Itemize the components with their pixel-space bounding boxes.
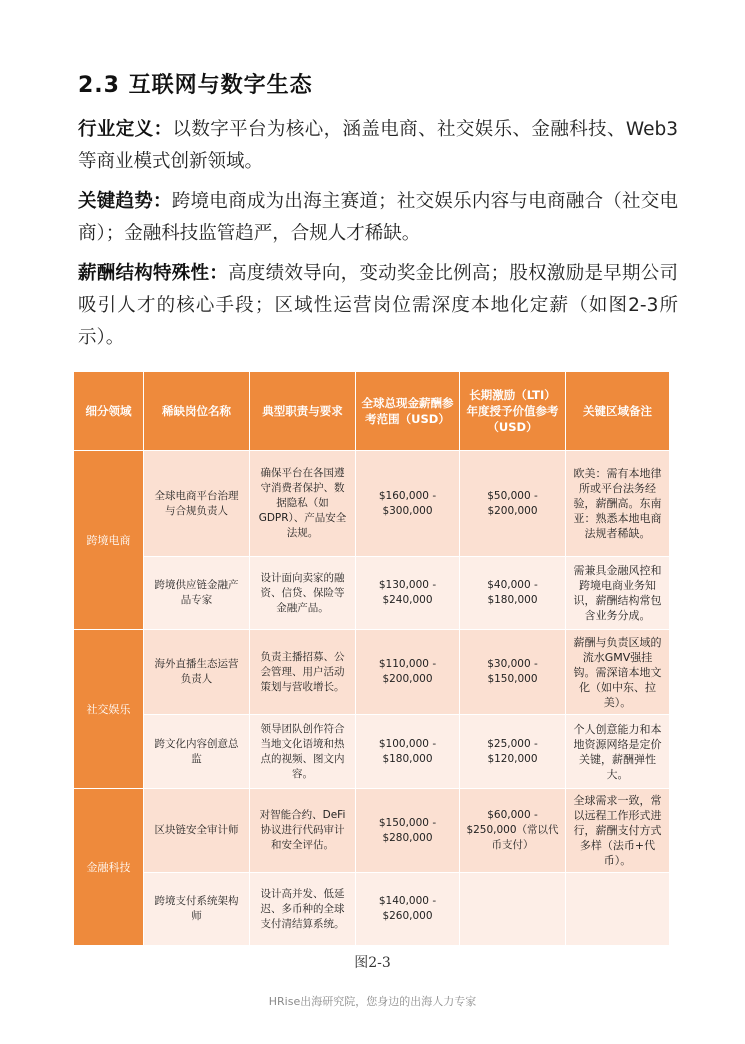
role-cell: 区块链安全审计师 bbox=[144, 789, 250, 873]
duties-cell: 设计高并发、低延迟、多币种的全球支付清结算系统。 bbox=[250, 873, 356, 946]
cash-cell: $110,000 - $200,000 bbox=[356, 630, 460, 715]
header-notes: 关键区域备注 bbox=[566, 372, 670, 451]
role-cell: 跨文化内容创意总监 bbox=[144, 715, 250, 789]
table-row bbox=[74, 715, 670, 789]
cash-cell: $150,000 - $280,000 bbox=[356, 789, 460, 873]
header-duties: 典型职责与要求 bbox=[250, 372, 356, 451]
paragraph-text: 跨境电商成为出海主赛道；社交娱乐内容与电商融合（社交电商）；金融科技监管趋严，合规人才稀缺。 bbox=[78, 191, 678, 244]
lti-cell: $40,000 - $180,000 bbox=[460, 557, 566, 630]
cash-cell: $160,000 - $300,000 bbox=[356, 451, 460, 557]
cash-cell: $130,000 - $240,000 bbox=[356, 557, 460, 630]
role-cell: 跨境支付系统架构师 bbox=[144, 873, 250, 946]
note-cell: 需兼具金融风控和跨境电商业务知识，薪酬结构常包含业务分成。 bbox=[566, 557, 670, 630]
table-row bbox=[74, 630, 670, 715]
note-cell: 薪酬与负责区域的流水GMV强挂钩。需深谙本地文化（如中东、拉美）。 bbox=[566, 630, 670, 715]
paragraph-lead: 关键趋势： bbox=[78, 191, 172, 212]
page-footer: HRise出海研究院，您身边的出海人力专家 bbox=[268, 995, 477, 1008]
lti-cell: $25,000 - $120,000 bbox=[460, 715, 566, 789]
duties-cell: 设计面向卖家的融资、信贷、保险等金融产品。 bbox=[250, 557, 356, 630]
duties-cell: 领导团队创作符合当地文化语境和热点的视频、图文内容。 bbox=[250, 715, 356, 789]
header-role: 稀缺岗位名称 bbox=[144, 372, 250, 451]
duties-cell: 负责主播招募、公会管理、用户活动策划与营收增长。 bbox=[250, 630, 356, 715]
paragraph-lead: 薪酬结构特殊性： bbox=[78, 263, 229, 284]
table-row bbox=[74, 873, 670, 946]
paragraph-key-trends bbox=[78, 186, 678, 250]
cash-cell: $140,000 - $260,000 bbox=[356, 873, 460, 946]
duties-cell: 对智能合约、DeFi协议进行代码审计和安全评估。 bbox=[250, 789, 356, 873]
note-cell bbox=[566, 873, 670, 946]
role-cell: 海外直播生态运营负责人 bbox=[144, 630, 250, 715]
paragraph-pay-structure bbox=[78, 258, 678, 354]
section-heading: 2.3 互联网与数字生态 bbox=[78, 73, 313, 98]
header-cash: 全球总现金薪酬参考范围（USD） bbox=[356, 372, 460, 451]
note-cell: 个人创意能力和本地资源网络是定价关键，薪酬弹性大。 bbox=[566, 715, 670, 789]
figure-caption: 图2-3 bbox=[354, 955, 391, 971]
paragraph-text: 以数字平台为核心，涵盖电商、社交娱乐、金融科技、Web3等商业模式创新领域。 bbox=[78, 119, 678, 172]
paragraph-text: 高度绩效导向，变动奖金比例高；股权激励是早期公司吸引人才的核心手段；区域性运营岗位需深度本地化定薪（如图2-3所示）。 bbox=[78, 263, 678, 348]
header-sector: 细分领域 bbox=[74, 372, 144, 451]
table-row bbox=[74, 557, 670, 630]
note-cell: 欧美：需有本地律所或平台法务经验，薪酬高。东南亚：熟悉本地电商法规者稀缺。 bbox=[566, 451, 670, 557]
paragraph-lead: 行业定义： bbox=[78, 119, 173, 140]
role-cell: 全球电商平台治理与合规负责人 bbox=[144, 451, 250, 557]
paragraph-industry-definition bbox=[78, 114, 678, 178]
header-lti: 长期激励（LTI）年度授予价值参考（USD） bbox=[460, 372, 566, 451]
sector-cell: 跨境电商 bbox=[74, 451, 144, 630]
duties-cell: 确保平台在各国遵守消费者保护、数据隐私（如GDPR）、产品安全法规。 bbox=[250, 451, 356, 557]
lti-cell: $30,000 - $150,000 bbox=[460, 630, 566, 715]
table-header-row bbox=[74, 372, 670, 451]
role-cell: 跨境供应链金融产品专家 bbox=[144, 557, 250, 630]
lti-cell: $50,000 - $200,000 bbox=[460, 451, 566, 557]
sector-cell: 金融科技 bbox=[74, 789, 144, 946]
note-cell: 全球需求一致，常以远程工作形式进行，薪酬支付方式多样（法币+代币）。 bbox=[566, 789, 670, 873]
lti-cell: $60,000 - $250,000（常以代币支付） bbox=[460, 789, 566, 873]
table-row bbox=[74, 789, 670, 873]
salary-table bbox=[73, 371, 670, 946]
table-row bbox=[74, 451, 670, 557]
lti-cell bbox=[460, 873, 566, 946]
cash-cell: $100,000 - $180,000 bbox=[356, 715, 460, 789]
sector-cell: 社交娱乐 bbox=[74, 630, 144, 789]
